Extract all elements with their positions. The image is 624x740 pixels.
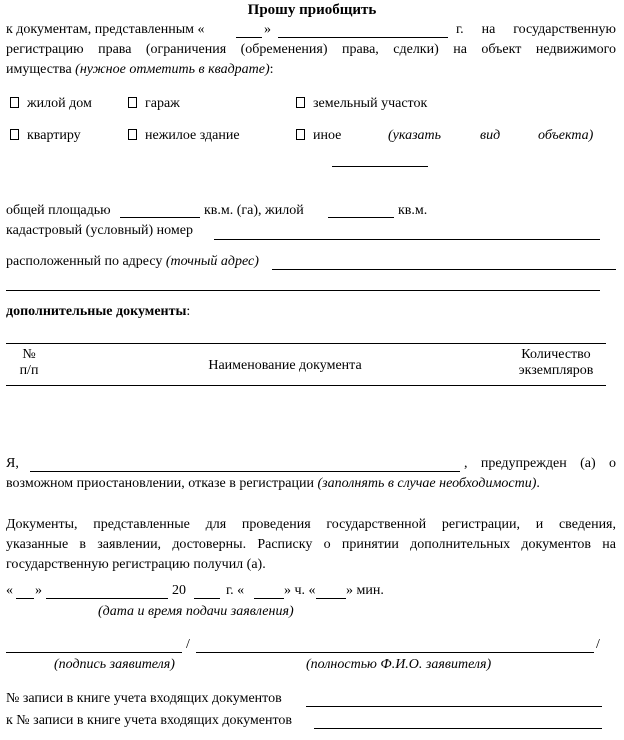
registry-line-2-label: к № записи в книге учета входящих документов [6,713,292,728]
declaration-line-2: указанные в заявлении, достоверны. Расписку о принятии дополнительных документов на [6,537,616,552]
date-year-field[interactable] [194,598,220,599]
additional-docs-label-text: дополнительные документы [6,304,187,319]
additional-docs-colon: : [186,304,191,319]
table-header-qty-1: Количество [521,347,591,362]
table-header-qty-2: экземпляров [518,363,594,378]
table-top-border [6,343,606,344]
intro-day-field[interactable] [236,37,262,38]
table-header-num-2: п/п [19,363,39,378]
applicant-name-hint: (полностью Ф.И.О. заявителя) [306,657,492,672]
intro-line-3-colon: : [269,62,274,77]
checkbox-other[interactable] [296,128,341,144]
address-label [6,254,259,270]
intro-line-2: регистрацию права (ограничения (обременения) права, сделки) на объект недвижимого [6,42,616,57]
intro-line-1-b: » [264,22,271,37]
address-label-text: расположенный по адресу [6,254,163,269]
intro-month-field[interactable] [278,37,448,38]
checkbox-residential-house[interactable] [10,96,92,112]
checkbox-apartment[interactable] [10,128,81,144]
area-unit-2: кв.м. [398,203,428,218]
date-day-field[interactable] [16,598,34,599]
checkbox-icon[interactable] [10,97,19,108]
checkbox-icon[interactable] [128,129,137,140]
cadastral-label: кадастровый (условный) номер [6,223,193,238]
area-living-field[interactable] [328,217,394,218]
checkbox-label: иное [313,128,342,143]
intro-line-3 [6,62,274,78]
datetime-hint: (дата и время подачи заявления) [98,604,294,619]
time-hours-field[interactable] [254,598,284,599]
table-header-num-1: № [22,347,36,362]
checkbox-icon[interactable] [128,97,137,108]
checkbox-land-plot[interactable] [296,96,427,112]
page-title: Прошу приобщить [247,2,377,18]
table-header-bottom-border [6,385,606,386]
date-year-suffix: г. « [226,583,245,598]
intro-line-1-c: г. на государственную [456,22,616,37]
registry-line-2-field[interactable] [314,728,602,729]
other-hint-2: вид [480,128,501,143]
checkbox-label: квартиру [27,128,81,143]
intro-line-1-a: к документам, представленным « [6,22,205,37]
time-minutes-field[interactable] [316,598,346,599]
intro-line-3-hint: (нужное отметить в квадрате) [75,62,270,77]
area-total-field[interactable] [120,217,200,218]
checkbox-label: жилой дом [27,96,92,111]
address-field-2[interactable] [6,290,600,291]
declaration-line-3: государственную регистрацию получил (а). [6,557,266,572]
warning-i: Я, [6,456,19,471]
area-unit-1: кв.м. (га), жилой [204,203,304,218]
signature-field[interactable] [6,652,182,653]
address-field-1[interactable] [272,269,616,270]
checkbox-garage[interactable] [128,96,180,112]
warning-line-2-a: возможном приостановлении, отказе в регистрации [6,476,314,491]
warning-line-2-hint: (заполнять в случае необходимости) [317,476,537,491]
other-hint-1: (указать [388,128,442,143]
checkbox-non-residential[interactable] [128,128,240,144]
date-year-prefix: 20 [172,583,186,598]
table-header-num [14,347,44,379]
additional-docs-label [6,304,190,320]
table-header-qty [506,347,606,379]
time-hours-label: » ч. « [284,583,316,598]
intro-line-3-a: имущества [6,62,72,77]
checkbox-icon[interactable] [296,129,305,140]
warning-line-2-period: . [536,476,540,491]
time-minutes-label: » мин. [346,583,384,598]
checkbox-label: нежилое здание [145,128,240,143]
signature-hint: (подпись заявителя) [54,657,175,672]
checkbox-label: гараж [145,96,180,111]
date-month-field[interactable] [46,598,168,599]
registry-line-1-field[interactable] [306,706,602,707]
warning-line-2 [6,476,540,492]
declaration-line-1: Документы, представленные для проведения государственной регистрации, и сведения, [6,517,616,532]
warning-name-field[interactable] [30,471,460,472]
address-hint: (точный адрес) [165,254,259,269]
area-total-label: общей площадью [6,203,111,218]
checkbox-icon[interactable] [296,97,305,108]
registry-line-1-label: № записи в книге учета входящих документов [6,691,282,706]
applicant-name-field[interactable] [196,652,594,653]
checkbox-icon[interactable] [10,129,19,140]
date-quote-close: » [35,583,42,598]
checkbox-label: земельный участок [313,96,428,111]
table-header-name: Наименование документа [208,358,362,373]
other-hint-3: объекта) [538,128,594,143]
signature-separator-end: / [596,637,600,652]
date-quote-open: « [6,583,13,598]
cadastral-field[interactable] [214,239,600,240]
warning-warned: , предупрежден (а) о [464,456,616,471]
signature-separator: / [186,637,190,652]
other-object-field[interactable] [332,166,428,167]
